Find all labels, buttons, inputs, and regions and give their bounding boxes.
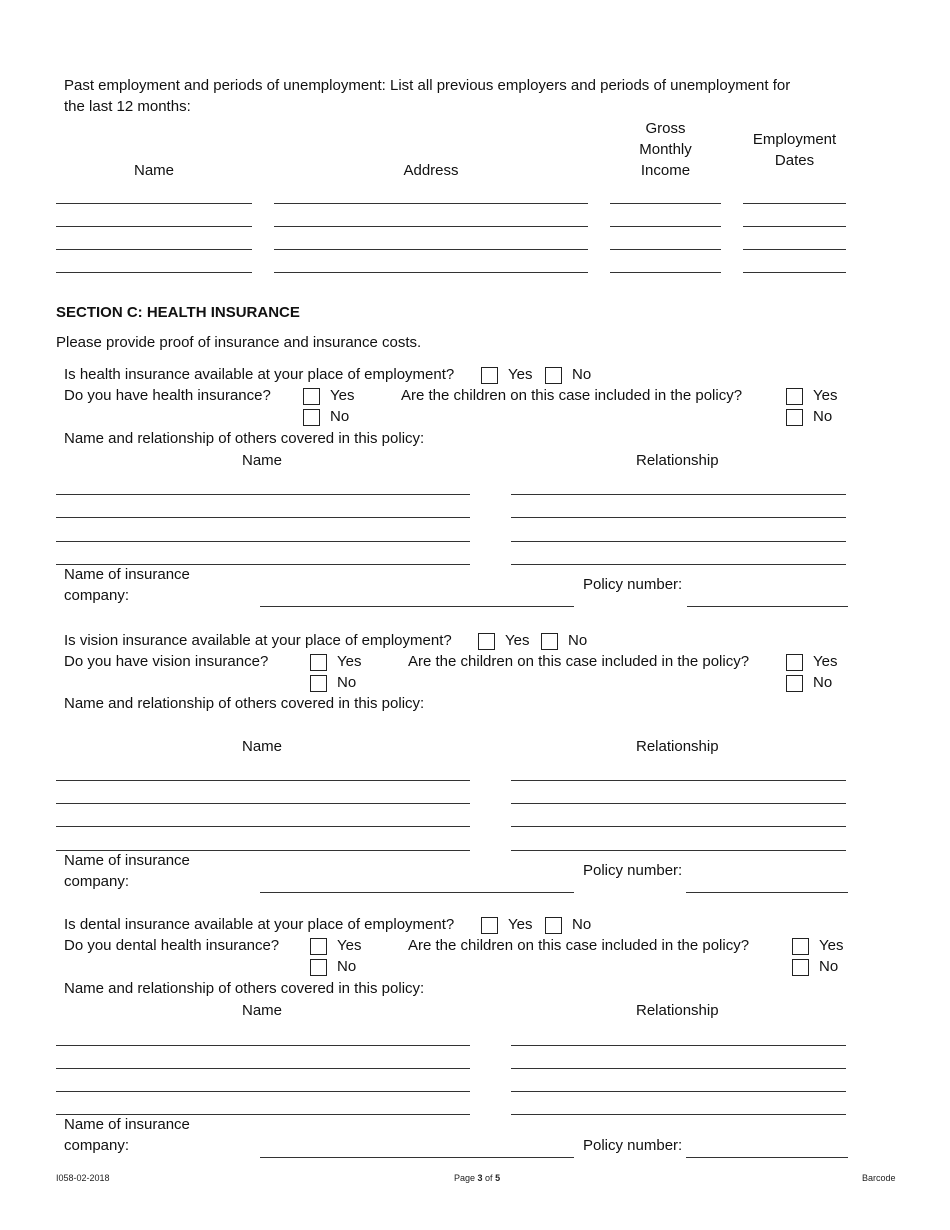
health-children-yes-checkbox[interactable] <box>786 388 803 405</box>
health-available-no-label: No <box>572 366 592 383</box>
vision-others-name-line[interactable] <box>56 850 470 851</box>
health-have-yes-checkbox[interactable] <box>303 388 320 405</box>
health-children-no-checkbox[interactable] <box>786 409 803 426</box>
vision-children-yes-checkbox[interactable] <box>786 654 803 671</box>
dental-available-question: Is dental insurance available at your place of employment? <box>64 916 455 933</box>
vision-have-no-label: No <box>337 674 357 691</box>
vision-have-yes-checkbox[interactable] <box>310 654 327 671</box>
health-others-name-line[interactable] <box>56 541 470 542</box>
footer-page-number: Page 3 of 5 <box>454 1173 501 1183</box>
vision-available-yes-checkbox[interactable] <box>478 633 495 650</box>
vision-have-no-checkbox[interactable] <box>310 675 327 692</box>
footer-form-id: I058-02-2018 <box>56 1173 110 1183</box>
health-company-label-2: company: <box>64 587 130 604</box>
employment-address-line[interactable] <box>274 226 588 227</box>
dental-available-yes-label: Yes <box>508 916 533 933</box>
section-title: SECTION C: HEALTH INSURANCE <box>56 304 300 321</box>
employment-dates-line[interactable] <box>743 226 846 227</box>
vision-others-name-line[interactable] <box>56 826 470 827</box>
vision-available-question: Is vision insurance available at your place of employment? <box>64 632 452 649</box>
vision-available-yes-label: Yes <box>505 632 530 649</box>
health-children-yes-label: Yes <box>813 387 838 404</box>
vision-policy-label: Policy number: <box>583 862 683 879</box>
health-others-name-line[interactable] <box>56 494 470 495</box>
employment-col-address: Address <box>403 162 459 179</box>
health-others-name-line[interactable] <box>56 564 470 565</box>
footer-barcode: Barcode <box>862 1173 896 1183</box>
dental-children-yes-label: Yes <box>819 937 844 954</box>
employment-income-line[interactable] <box>610 249 721 250</box>
vision-children-no-checkbox[interactable] <box>786 675 803 692</box>
employment-name-line[interactable] <box>56 226 252 227</box>
health-available-no-checkbox[interactable] <box>545 367 562 384</box>
employment-dates-line[interactable] <box>743 203 846 204</box>
health-company-label: Name of insurance <box>64 566 190 583</box>
dental-policy-label: Policy number: <box>583 1137 683 1154</box>
vision-have-question: Do you have vision insurance? <box>64 653 269 670</box>
health-others-relationship-line[interactable] <box>511 494 846 495</box>
health-available-yes-label: Yes <box>508 366 533 383</box>
dental-policy-line[interactable] <box>686 1157 848 1158</box>
vision-children-yes-label: Yes <box>813 653 838 670</box>
health-company-line[interactable] <box>260 606 574 607</box>
dental-company-label-2: company: <box>64 1137 130 1154</box>
dental-company-label: Name of insurance <box>64 1116 190 1133</box>
health-others-relationship-line[interactable] <box>511 564 846 565</box>
health-have-no-label: No <box>330 408 350 425</box>
employment-intro: Past employment and periods of unemployment: List all previous employers and periods of unemployment for <box>64 77 791 94</box>
dental-children-no-checkbox[interactable] <box>792 959 809 976</box>
dental-others-name-line[interactable] <box>56 1068 470 1069</box>
health-have-no-checkbox[interactable] <box>303 409 320 426</box>
health-col-relationship: Relationship <box>636 452 719 469</box>
vision-policy-line[interactable] <box>686 892 848 893</box>
employment-col-name: Name <box>133 162 174 179</box>
employment-income-line[interactable] <box>610 203 721 204</box>
dental-company-line[interactable] <box>260 1157 574 1158</box>
section-instructions: Please provide proof of insurance and insurance costs. <box>56 334 422 351</box>
health-policy-label: Policy number: <box>583 576 683 593</box>
dental-others-relationship-line[interactable] <box>511 1114 846 1115</box>
dental-available-yes-checkbox[interactable] <box>481 917 498 934</box>
employment-dates-line[interactable] <box>743 249 846 250</box>
employment-col-income: Gross Monthly Income <box>639 120 692 179</box>
vision-children-question: Are the children on this case included in the policy? <box>408 653 750 670</box>
employment-name-line[interactable] <box>56 272 252 273</box>
dental-have-no-checkbox[interactable] <box>310 959 327 976</box>
employment-intro-line2: the last 12 months: <box>64 98 191 115</box>
employment-income-line[interactable] <box>610 272 721 273</box>
employment-name-line[interactable] <box>56 203 252 204</box>
employment-address-line[interactable] <box>274 249 588 250</box>
vision-children-no-label: No <box>813 674 833 691</box>
vision-others-name-line[interactable] <box>56 803 470 804</box>
dental-col-relationship: Relationship <box>636 1002 719 1019</box>
health-others-relationship-line[interactable] <box>511 541 846 542</box>
vision-company-label-2: company: <box>64 873 130 890</box>
dental-available-no-checkbox[interactable] <box>545 917 562 934</box>
vision-have-yes-label: Yes <box>337 653 362 670</box>
vision-others-label: Name and relationship of others covered in this policy: <box>64 695 425 712</box>
employment-address-line[interactable] <box>274 272 588 273</box>
dental-available-no-label: No <box>572 916 592 933</box>
dental-have-question: Do you dental health insurance? <box>64 937 280 954</box>
health-col-name: Name <box>242 452 283 469</box>
vision-company-label: Name of insurance <box>64 852 190 869</box>
health-available-question: Is health insurance available at your place of employment? <box>64 366 455 383</box>
employment-address-line[interactable] <box>274 203 588 204</box>
dental-col-name: Name <box>242 1002 283 1019</box>
vision-available-no-checkbox[interactable] <box>541 633 558 650</box>
dental-others-name-line[interactable] <box>56 1114 470 1115</box>
health-have-question: Do you have health insurance? <box>64 387 271 404</box>
dental-others-name-line[interactable] <box>56 1045 470 1046</box>
dental-others-label: Name and relationship of others covered in this policy: <box>64 980 425 997</box>
dental-others-relationship-line[interactable] <box>511 1045 846 1046</box>
health-children-question: Are the children on this case included in the policy? <box>401 387 743 404</box>
dental-others-relationship-line[interactable] <box>511 1091 846 1092</box>
vision-others-relationship-line[interactable] <box>511 780 846 781</box>
dental-children-question: Are the children on this case included in the policy? <box>408 937 750 954</box>
employment-dates-line[interactable] <box>743 272 846 273</box>
health-others-label: Name and relationship of others covered in this policy: <box>64 430 425 447</box>
vision-available-no-label: No <box>568 632 588 649</box>
vision-col-relationship: Relationship <box>636 738 719 755</box>
health-children-no-label: No <box>813 408 833 425</box>
vision-others-relationship-line[interactable] <box>511 850 846 851</box>
vision-others-relationship-line[interactable] <box>511 803 846 804</box>
dental-others-relationship-line[interactable] <box>511 1068 846 1069</box>
dental-have-yes-checkbox[interactable] <box>310 938 327 955</box>
employment-income-line[interactable] <box>610 226 721 227</box>
health-others-relationship-line[interactable] <box>511 517 846 518</box>
health-available-yes-checkbox[interactable] <box>481 367 498 384</box>
dental-children-no-label: No <box>819 958 839 975</box>
employment-name-line[interactable] <box>56 249 252 250</box>
employment-col-dates: Employment Dates <box>752 131 837 169</box>
dental-have-no-label: No <box>337 958 357 975</box>
health-policy-line[interactable] <box>687 606 848 607</box>
vision-company-line[interactable] <box>260 892 574 893</box>
vision-others-name-line[interactable] <box>56 780 470 781</box>
health-have-yes-label: Yes <box>330 387 355 404</box>
health-others-name-line[interactable] <box>56 517 470 518</box>
vision-col-name: Name <box>242 738 283 755</box>
dental-children-yes-checkbox[interactable] <box>792 938 809 955</box>
dental-others-name-line[interactable] <box>56 1091 470 1092</box>
dental-have-yes-label: Yes <box>337 937 362 954</box>
vision-others-relationship-line[interactable] <box>511 826 846 827</box>
